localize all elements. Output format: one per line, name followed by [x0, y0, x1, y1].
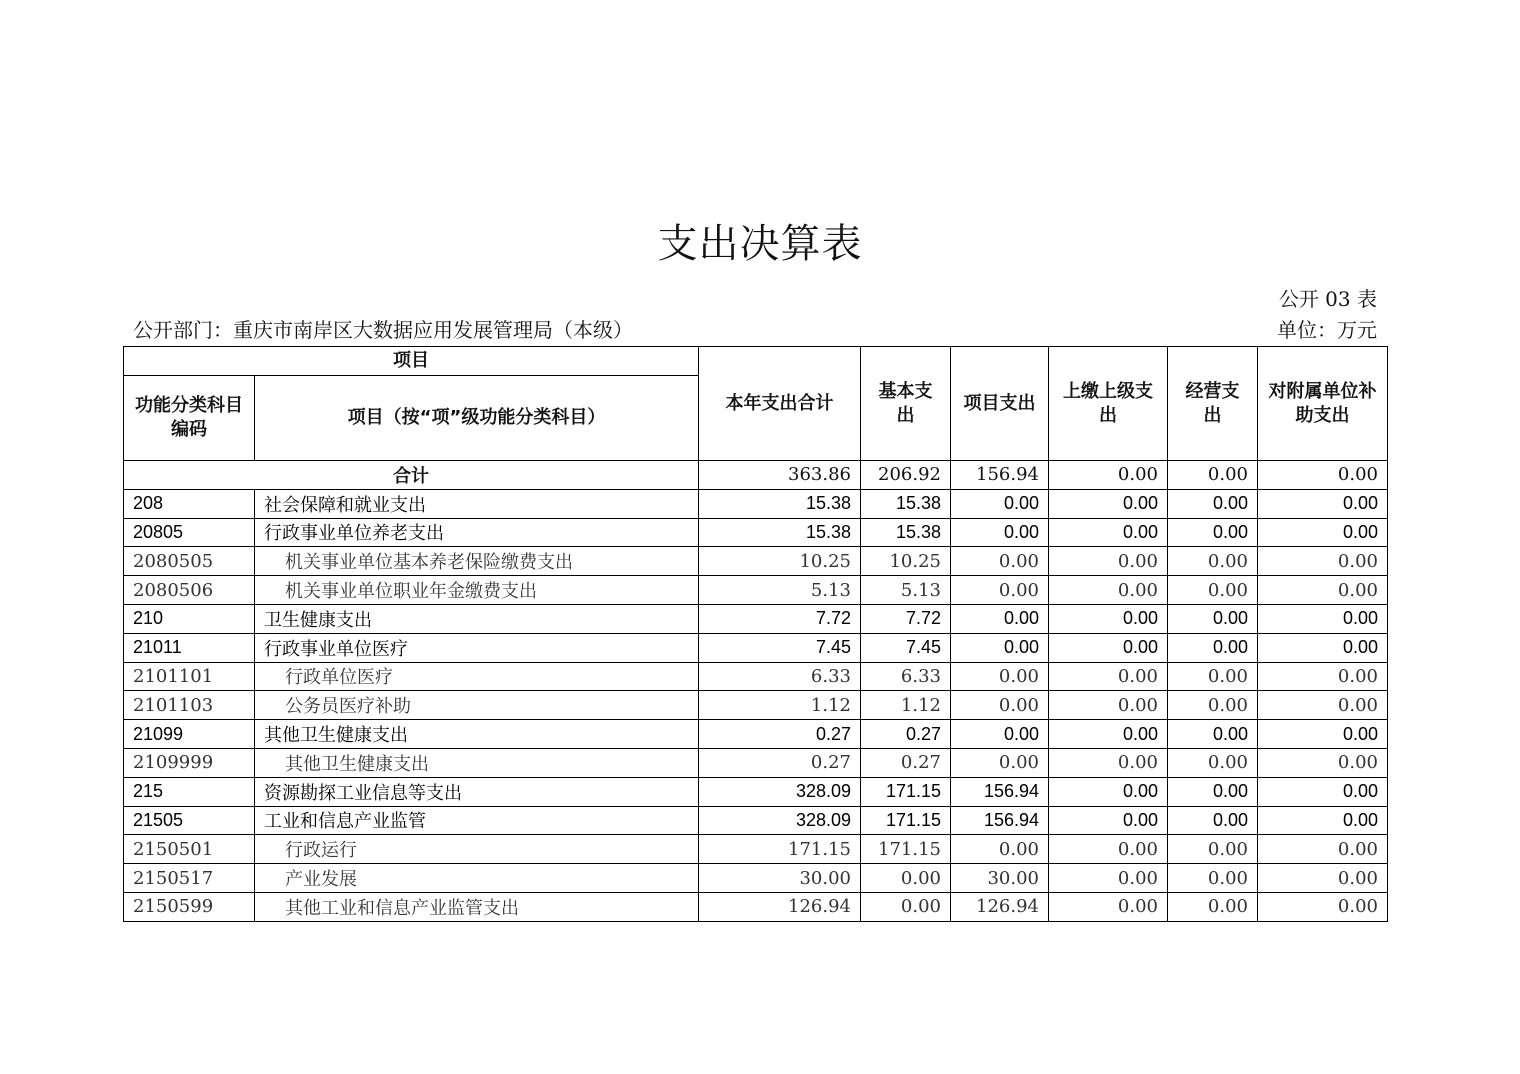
- row-code: 210: [124, 604, 255, 633]
- row-value: 0.00: [1258, 518, 1388, 547]
- row-value: 0.00: [1168, 576, 1258, 605]
- department-label: 公开部门：重庆市南岸区大数据应用发展管理局（本级）: [133, 318, 633, 342]
- row-code: 20805: [124, 518, 255, 547]
- page-title: 支出决算表: [657, 221, 863, 267]
- row-value: 171.15: [861, 806, 951, 835]
- row-value: 0.00: [1258, 864, 1388, 893]
- table-row: [124, 835, 1388, 864]
- row-code: 2150599: [124, 892, 255, 921]
- row-value: 1.12: [699, 691, 861, 720]
- row-value: 15.38: [699, 518, 861, 547]
- row-value: 0.00: [1258, 576, 1388, 605]
- row-name: 机关事业单位基本养老保险缴费支出: [255, 547, 699, 576]
- row-value: 0.00: [1049, 806, 1168, 835]
- row-value: 0.00: [1168, 633, 1258, 662]
- header-upper: 上缴上级支出: [1049, 347, 1168, 461]
- row-value: 0.27: [861, 748, 951, 777]
- row-name: 行政事业单位医疗: [255, 633, 699, 662]
- row-value: 0.00: [861, 864, 951, 893]
- row-code: 2150501: [124, 835, 255, 864]
- row-value: 5.13: [699, 576, 861, 605]
- row-code: 2101103: [124, 691, 255, 720]
- row-value: 0.00: [951, 518, 1049, 547]
- row-value: 0.00: [1168, 892, 1258, 921]
- row-value: 328.09: [699, 806, 861, 835]
- row-value: 0.00: [1168, 518, 1258, 547]
- row-code: 2080506: [124, 576, 255, 605]
- row-value: 0.00: [1168, 547, 1258, 576]
- row-value: 0.00: [1049, 748, 1168, 777]
- header-business: 经营支出: [1168, 347, 1258, 461]
- table-row: [124, 489, 1388, 518]
- table-row: [124, 576, 1388, 605]
- row-code: 215: [124, 777, 255, 806]
- row-value: 0.00: [1258, 777, 1388, 806]
- row-name: 行政单位医疗: [255, 662, 699, 691]
- row-value: 10.25: [699, 547, 861, 576]
- row-value: 0.27: [861, 720, 951, 749]
- row-value: 5.13: [861, 576, 951, 605]
- row-name: 资源勘探工业信息等支出: [255, 777, 699, 806]
- row-value: 328.09: [699, 777, 861, 806]
- total-value: 0.00: [1049, 461, 1168, 490]
- row-value: 0.00: [1049, 691, 1168, 720]
- unit-label: 单位：万元: [1277, 318, 1377, 342]
- row-value: 0.00: [861, 892, 951, 921]
- table-row: [124, 518, 1388, 547]
- row-code: 2080505: [124, 547, 255, 576]
- header-project-expense: 项目支出: [951, 347, 1049, 461]
- row-value: 0.00: [951, 691, 1049, 720]
- row-value: 0.00: [1049, 576, 1168, 605]
- table-row: [124, 720, 1388, 749]
- row-value: 0.00: [1168, 691, 1258, 720]
- row-value: 15.38: [861, 489, 951, 518]
- total-value: 363.86: [699, 461, 861, 490]
- row-value: 0.00: [1258, 748, 1388, 777]
- row-value: 0.00: [951, 547, 1049, 576]
- row-value: 0.00: [1258, 604, 1388, 633]
- total-label: 合计: [124, 461, 699, 490]
- row-value: 0.00: [1049, 662, 1168, 691]
- row-name: 其他工业和信息产业监管支出: [255, 892, 699, 921]
- row-value: 0.00: [1168, 720, 1258, 749]
- row-value: 171.15: [861, 777, 951, 806]
- header-total: 本年支出合计: [699, 347, 861, 461]
- total-row: [124, 461, 1388, 490]
- row-value: 0.00: [1168, 835, 1258, 864]
- row-code: 21011: [124, 633, 255, 662]
- row-name: 其他卫生健康支出: [255, 720, 699, 749]
- row-value: 1.12: [861, 691, 951, 720]
- row-value: 0.00: [1168, 864, 1258, 893]
- row-value: 0.00: [1258, 720, 1388, 749]
- row-name: 公务员医疗补助: [255, 691, 699, 720]
- row-code: 208: [124, 489, 255, 518]
- row-value: 0.00: [951, 489, 1049, 518]
- row-value: 0.00: [1049, 547, 1168, 576]
- row-value: 0.27: [699, 720, 861, 749]
- row-name: 工业和信息产业监管: [255, 806, 699, 835]
- row-value: 7.45: [861, 633, 951, 662]
- table-row: [124, 633, 1388, 662]
- row-value: 0.00: [1168, 489, 1258, 518]
- row-value: 0.00: [951, 720, 1049, 749]
- row-value: 0.00: [1168, 662, 1258, 691]
- row-value: 126.94: [951, 892, 1049, 921]
- row-value: 156.94: [951, 777, 1049, 806]
- row-name: 社会保障和就业支出: [255, 489, 699, 518]
- table-row: [124, 892, 1388, 921]
- row-name: 产业发展: [255, 864, 699, 893]
- row-value: 0.00: [1049, 835, 1168, 864]
- table-row: [124, 547, 1388, 576]
- table-row: [124, 662, 1388, 691]
- row-value: 0.00: [1168, 748, 1258, 777]
- row-value: 15.38: [861, 518, 951, 547]
- total-value: 206.92: [861, 461, 951, 490]
- header-subsidy: 对附属单位补助支出: [1258, 347, 1388, 461]
- row-value: 0.00: [1258, 662, 1388, 691]
- table-row: [124, 777, 1388, 806]
- row-value: 0.00: [951, 835, 1049, 864]
- row-value: 7.45: [699, 633, 861, 662]
- row-value: 171.15: [861, 835, 951, 864]
- header-project: 项目: [124, 347, 699, 376]
- header-basic: 基本支出: [861, 347, 951, 461]
- table-row: [124, 691, 1388, 720]
- total-value: 0.00: [1258, 461, 1388, 490]
- row-name: 机关事业单位职业年金缴费支出: [255, 576, 699, 605]
- row-value: 0.00: [951, 633, 1049, 662]
- row-value: 6.33: [861, 662, 951, 691]
- row-value: 0.00: [951, 604, 1049, 633]
- row-name: 行政运行: [255, 835, 699, 864]
- row-value: 10.25: [861, 547, 951, 576]
- row-value: 0.00: [1049, 777, 1168, 806]
- header-name: 项目（按“项”级功能分类科目）: [255, 376, 699, 461]
- header-code: 功能分类科目编码: [124, 376, 255, 461]
- row-value: 0.00: [1168, 604, 1258, 633]
- row-value: 0.00: [1049, 720, 1168, 749]
- row-name: 其他卫生健康支出: [255, 748, 699, 777]
- row-value: 7.72: [699, 604, 861, 633]
- row-value: 0.00: [951, 662, 1049, 691]
- row-value: 0.00: [951, 748, 1049, 777]
- row-value: 156.94: [951, 806, 1049, 835]
- row-code: 2150517: [124, 864, 255, 893]
- row-value: 0.27: [699, 748, 861, 777]
- row-value: 171.15: [699, 835, 861, 864]
- row-value: 30.00: [951, 864, 1049, 893]
- row-value: 0.00: [1258, 691, 1388, 720]
- row-code: 2101101: [124, 662, 255, 691]
- row-value: 0.00: [1258, 489, 1388, 518]
- row-value: 126.94: [699, 892, 861, 921]
- row-value: 0.00: [951, 576, 1049, 605]
- row-value: 7.72: [861, 604, 951, 633]
- row-value: 15.38: [699, 489, 861, 518]
- row-code: 21099: [124, 720, 255, 749]
- row-value: 0.00: [1049, 489, 1168, 518]
- row-value: 0.00: [1258, 892, 1388, 921]
- table-row: [124, 806, 1388, 835]
- table-row: [124, 748, 1388, 777]
- row-value: 0.00: [1258, 547, 1388, 576]
- table-row: [124, 864, 1388, 893]
- row-value: 0.00: [1258, 806, 1388, 835]
- row-value: 0.00: [1258, 835, 1388, 864]
- table-number: 公开 03 表: [1278, 287, 1377, 311]
- row-value: 0.00: [1049, 864, 1168, 893]
- row-value: 0.00: [1168, 777, 1258, 806]
- row-value: 0.00: [1049, 604, 1168, 633]
- row-value: 0.00: [1049, 892, 1168, 921]
- total-value: 156.94: [951, 461, 1049, 490]
- row-code: 21505: [124, 806, 255, 835]
- row-name: 卫生健康支出: [255, 604, 699, 633]
- row-value: 30.00: [699, 864, 861, 893]
- row-name: 行政事业单位养老支出: [255, 518, 699, 547]
- row-code: 2109999: [124, 748, 255, 777]
- total-value: 0.00: [1168, 461, 1258, 490]
- row-value: 6.33: [699, 662, 861, 691]
- expenditure-table: [123, 346, 1388, 922]
- row-value: 0.00: [1258, 633, 1388, 662]
- row-value: 0.00: [1168, 806, 1258, 835]
- row-value: 0.00: [1049, 518, 1168, 547]
- row-value: 0.00: [1049, 633, 1168, 662]
- table-row: [124, 604, 1388, 633]
